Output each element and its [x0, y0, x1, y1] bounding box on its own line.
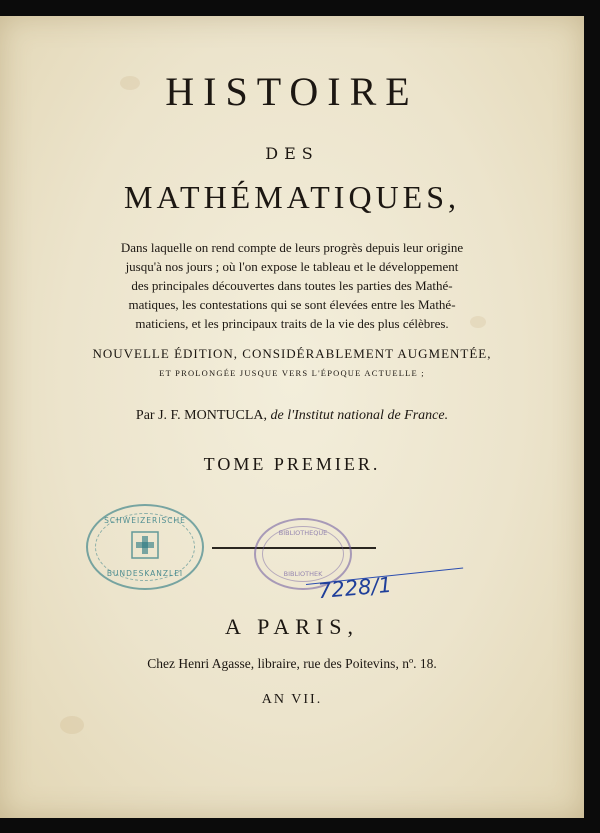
edition-line: NOUVELLE ÉDITION, CONSIDÉRABLEMENT AUGMENTÉE, — [92, 346, 492, 361]
stamp-text-bottom: BUNDESKANZLEI — [106, 569, 184, 578]
volume-label: TOME PREMIER. — [203, 454, 381, 474]
author-line — [0, 408, 584, 424]
swiss-cross-icon — [130, 530, 160, 560]
stamp-text-bottom: BIBLIOTHEK — [283, 570, 323, 578]
title-connector: DES — [265, 144, 319, 163]
title-subject: MATHÉMATIQUES, — [124, 179, 460, 215]
foxing-spot — [60, 716, 84, 734]
imprint-place: A PARIS, — [224, 614, 359, 639]
description — [0, 238, 584, 333]
book-title: HISTOIRE — [165, 69, 419, 114]
edition-subline: ET PROLONGÉE JUSQUE VERS L'ÉPOQUE ACTUELLE ; — [159, 368, 425, 378]
imprint-year: AN VII. — [261, 692, 323, 707]
description-line: jusqu'à nos jours ; où l'on expose le tableau et le développement — [125, 259, 459, 274]
title-page — [0, 16, 584, 818]
description-line: maticiens, et les principaux traits de la vie des plus célèbres. — [135, 316, 449, 331]
imprint-publisher: Chez Henri Agasse, libraire, rue des Poitevins, nº. 18. — [147, 656, 437, 671]
shelfmark: 7228/1 — [317, 572, 393, 604]
description-line: des principales découvertes dans toutes les parties des Mathé- — [131, 278, 453, 293]
author-affiliation: de l'Institut national de France. — [270, 408, 449, 423]
stamp-text-top: BIBLIOTHEQUE — [278, 529, 328, 537]
library-stamp-left — [86, 504, 204, 590]
stamp-text-top: SCHWEIZERISCHE — [104, 516, 186, 525]
description-line: Dans laquelle on rend compte de leurs progrès depuis leur origine — [120, 240, 464, 255]
author-name: Par J. F. MONTUCLA, — [135, 408, 268, 423]
description-line: matiques, les contestations qui se sont élevées entre les Mathé- — [128, 297, 456, 312]
